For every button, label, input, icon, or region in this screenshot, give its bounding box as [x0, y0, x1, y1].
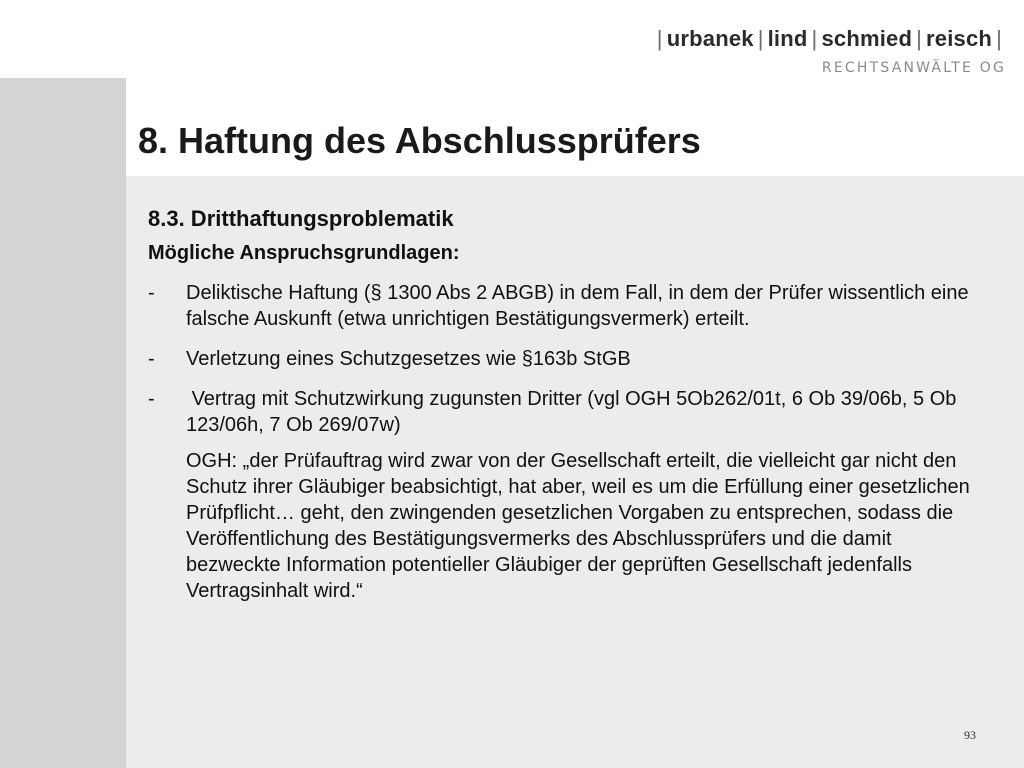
logo-separator: | [656, 26, 663, 51]
logo-name-reisch: reisch [926, 26, 993, 51]
logo-name-lind: lind [767, 26, 808, 51]
logo-separator: | [757, 26, 764, 51]
court-quote: OGH: „der Prüfauftrag wird zwar von der Gesellschaft erteilt, die vielleicht gar nicht den Schutz ihrer Gläubiger beabsichtigt, hat aber, weil es um die Erfüllung einer gesetzlichen Prüfpflicht… geht, den zwingenden gesetzlichen Vorgaben zu entsprechen, sodass die Veröffentlichung des Bestätigungsvermerks des Abschlussprüfers und die damit bezweckte Information potentieller Gläubiger der geprüften Gesellschaft jedenfalls Vertragsinhalt wird.“ [186, 450, 970, 602]
bullet-dash: - [148, 388, 155, 410]
logo-separator: | [811, 26, 818, 51]
page-number: 93 [964, 728, 976, 742]
slide-body [148, 204, 998, 604]
section-heading: 8.3. Dritthaftungsproblematik [148, 206, 454, 231]
logo-separator: | [996, 26, 1002, 51]
bullet-dash: - [148, 348, 155, 370]
bullet-dash: - [148, 282, 155, 304]
list-item-text: Deliktische Haftung (§ 1300 Abs 2 ABGB) in dem Fall, in dem der Prüfer wissentlich eine falsche Auskunft (etwa unrichtigen Bestätigungsvermerk) erteilt. [186, 282, 969, 330]
logo-names [653, 26, 1006, 52]
list-item-text: Verletzung eines Schutzgesetzes wie §163b StGB [186, 348, 631, 370]
lead-text: Mögliche Anspruchsgrundlagen: [148, 242, 460, 264]
logo-separator: | [916, 26, 923, 51]
logo-tagline: RECHTSANWÄLTE OG [821, 60, 1006, 76]
left-accent-bar [0, 78, 126, 768]
list-item [148, 386, 998, 438]
list-item [148, 280, 998, 332]
list-item [148, 346, 998, 372]
list-item-text: Vertrag mit Schutzwirkung zugunsten Dritter (vgl OGH 5Ob262/01t, 6 Ob 39/06b, 5 Ob 123/06h, 7 Ob 269/07w) [186, 388, 962, 436]
logo-name-urbanek: urbanek [666, 26, 754, 51]
firm-logo [653, 26, 1006, 76]
slide-title: 8. Haftung des Abschlussprüfers [138, 120, 701, 161]
logo-name-schmied: schmied [821, 26, 913, 51]
